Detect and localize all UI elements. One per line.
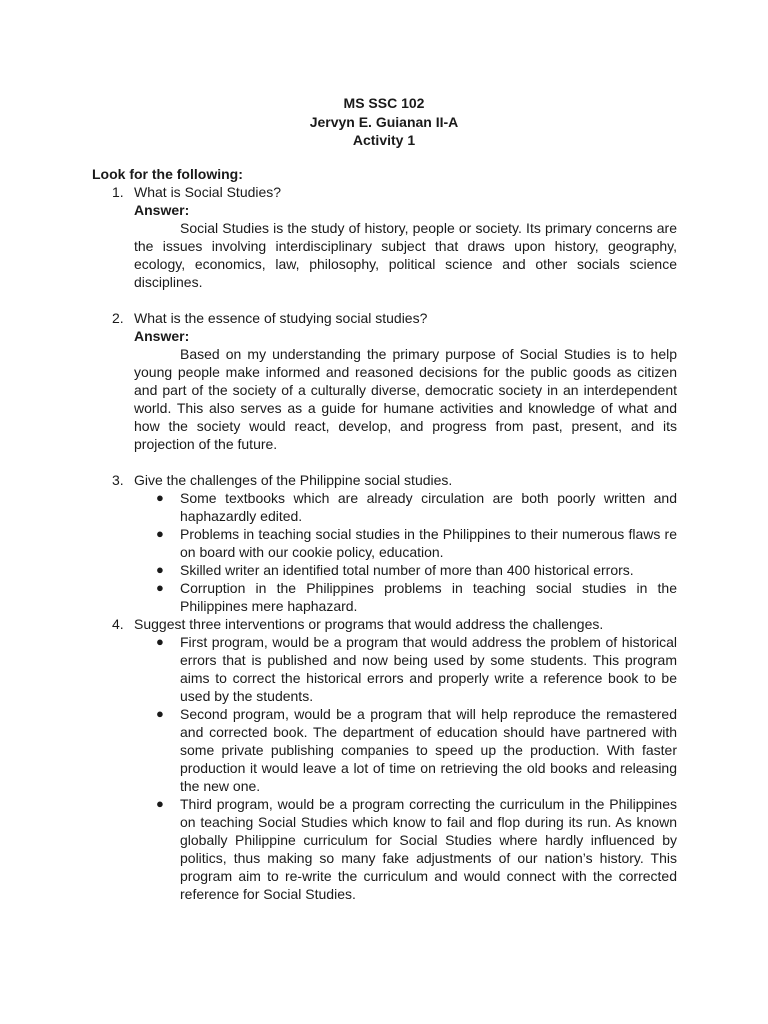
- question-2: [92, 309, 677, 471]
- document-header: [0, 94, 768, 150]
- question-text: Suggest three interventions or programs that would address the challenges.: [134, 616, 604, 632]
- question-text: What is Social Studies?: [134, 184, 282, 200]
- list-item: ● Some textbooks which are already circulation are both poorly written and haphazardly edited.: [156, 490, 677, 524]
- question-text: Give the challenges of the Philippine social studies.: [134, 472, 453, 488]
- list-item: ● Problems in teaching social studies in the Philippines to their numerous flaws re on board with our cookie policy, education.: [156, 526, 677, 560]
- answer-label: Answer:: [134, 202, 190, 218]
- bullet-icon: ●: [156, 526, 164, 541]
- bullet-list: [134, 633, 677, 903]
- bullet-icon: ●: [156, 706, 164, 721]
- question-list: [92, 183, 677, 903]
- question-text: What is the essence of studying social studies?: [134, 310, 428, 326]
- question-number: 4.: [112, 616, 124, 632]
- course-code: MS SSC 102: [343, 95, 425, 111]
- bullet-icon: ●: [156, 490, 164, 505]
- list-item: ● Second program, would be a program that will help reproduce the remastered and corrected book. The department of education should have partnered with some private publishing companies to speed up the production. With faster production it would leave a lot of time on retrieving the old books and releasing the new one.: [156, 706, 677, 794]
- bullet-icon: ●: [156, 634, 164, 649]
- question-1: [92, 183, 677, 309]
- question-number: 3.: [112, 472, 124, 488]
- bullet-icon: ●: [156, 562, 164, 577]
- activity-title: Activity 1: [352, 132, 416, 148]
- intro-heading: Look for the following:: [92, 166, 243, 182]
- question-4: [92, 615, 677, 903]
- question-3: [92, 471, 677, 615]
- list-item: ● Skilled writer an identified total number of more than 400 historical errors.: [156, 562, 634, 578]
- list-item: ● First program, would be a program that would address the problem of historical errors that is published and now being used by some students. This program aims to correct the historical errors and properly write a reference book to be used by the students.: [156, 634, 677, 704]
- list-item: ● Corruption in the Philippines problems in teaching social studies in the Philippines mere haphazard.: [156, 580, 677, 614]
- bullet-icon: ●: [156, 580, 164, 595]
- list-item: ● Third program, would be a program correcting the curriculum in the Philippines on teaching Social Studies which know to fail and flop during its run. As known globally Philippine curriculum for Social Studies where hardly influenced by politics, thus making so many fake adjustments of our nation’s history. This program aim to re-write the curriculum and would connect with the corrected reference for Social Studies.: [156, 796, 677, 902]
- document-body: [92, 165, 677, 903]
- bullet-icon: ●: [156, 796, 164, 811]
- student-name: Jervyn E. Guianan II-A: [309, 113, 459, 130]
- answer-text: Social Studies is the study of history, people or society. Its primary concerns are the issues involving interdisciplinary subject that draws upon history, geography, ecology, economics, law, philosophy, political science and other socials science disciplines.: [134, 220, 677, 290]
- answer-text: Based on my understanding the primary purpose of Social Studies is to help young people make informed and reasoned decisions for the public goods as citizen and part of the society of a culturally diverse, democratic society in an interdependent world. This also serves as a guide for humane activities and knowledge of what and how the society would react, develop, and progress from past, present, and its projection of the future.: [134, 346, 677, 452]
- question-number: 1.: [112, 184, 124, 200]
- bullet-list: [134, 489, 677, 615]
- answer-label: Answer:: [134, 328, 190, 344]
- question-number: 2.: [112, 310, 124, 326]
